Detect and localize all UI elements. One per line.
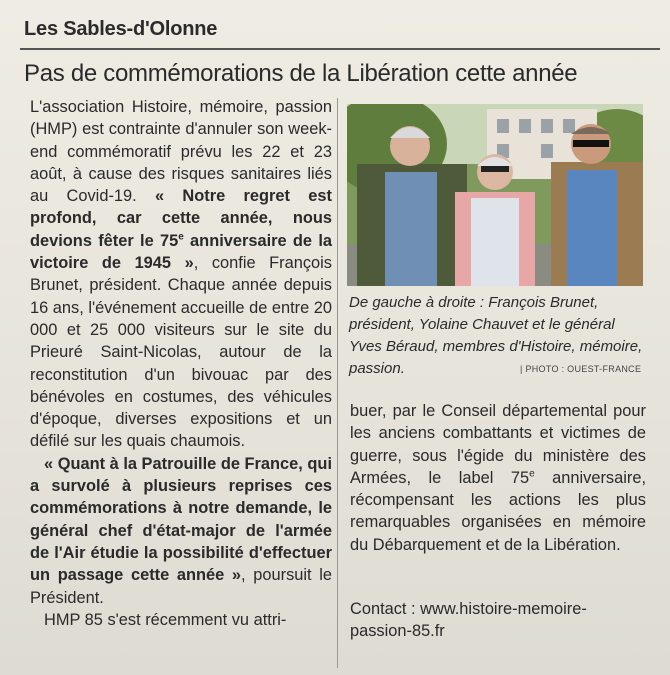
paragraph-4-sup: e	[529, 468, 535, 480]
quote-brunet-sup: e	[178, 231, 184, 243]
section-title: Les Sables-d'Olonne	[24, 18, 218, 40]
paragraph-2	[30, 453, 332, 609]
contact-line: Contact : www.histoire-memoire-passion-85.fr	[350, 600, 587, 641]
quote-patrouille: « Quant à la Patrouille de France, qui a survolé à plusieurs reprises ces commémorations à notre demande, le général chef d'état-major de l'armée de l'Air étudie la possibilité d'effectuer un passage cette année »	[30, 454, 332, 585]
paragraph-1-intro: L'association Histoire, mémoire, passion (HMP) est contrainte d'annuler son week-end commémoratif prévu les 22 et 23 août, à cause des risques sanitaires liés au Covid-19.	[30, 98, 332, 206]
photo-caption: De gauche à droite : François Brunet, président, Yolaine Chauvet et le général Yves Béraud, membres d'Histoire, mémoire, passion.	[349, 294, 643, 377]
paragraph-3: HMP 85 s'est récemment vu attri-	[44, 610, 287, 629]
quote-brunet-a: « Notre regret est profond, car cette année, nous devions fêter le 75	[30, 187, 332, 250]
article-photo	[347, 104, 643, 286]
section-rule	[20, 48, 660, 50]
paragraph-2-end: , poursuit le Président.	[30, 566, 333, 607]
photo-credit: | PHOTO : OUEST-FRANCE	[520, 364, 642, 374]
article-column-left	[30, 96, 332, 631]
column-divider	[337, 98, 338, 668]
paragraph-4	[350, 400, 646, 556]
article-headline: Pas de commémorations de la Libération cette année	[24, 60, 578, 87]
paragraph-4-a: buer, par le Conseil départemental pour les anciens combattants et victimes de guerre, sous l'égide du ministère des Armées, le label 75	[350, 402, 646, 487]
quote-brunet-b: anniversaire de la victoire de 1945 »	[30, 231, 333, 273]
paragraph-1	[30, 96, 332, 453]
paragraph-4-b: anniversaire, récompensant les actions les plus remarquables organisées en mémoire du Débarquement et de la Libération.	[350, 468, 646, 554]
photo-illustration	[347, 104, 643, 286]
paragraph-1-end: , confie François Brunet, président. Chaque année depuis 16 ans, l'événement accueille de entre 20 000 et 25 000 visiteurs sur le site du Prieuré Saint-Nicolas, autour de la reconstitution d'un bivouac par des bénévoles en costumes, des véhicules d'époque, diverses expositions et un défilé sur les quais chaumois.	[30, 254, 333, 451]
article-column-right	[350, 400, 646, 556]
